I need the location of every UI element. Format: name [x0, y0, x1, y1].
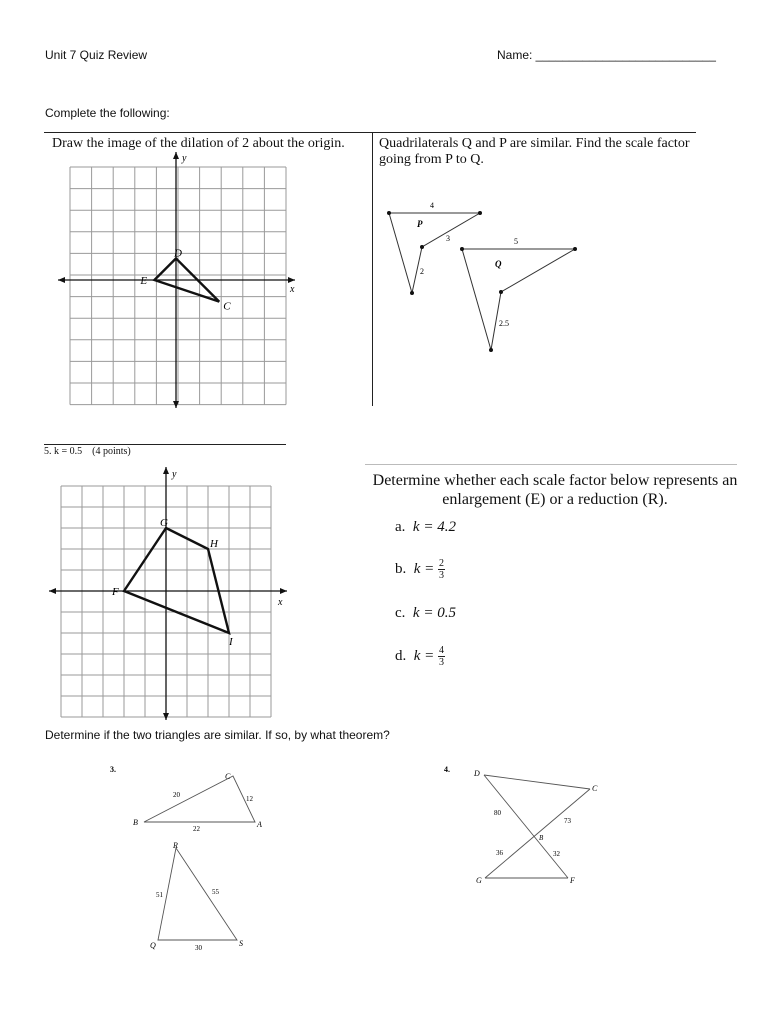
vertex-c: C: [592, 784, 598, 793]
side-ca: 12: [246, 795, 253, 803]
side-qs: 30: [195, 944, 202, 952]
p-diag-side: 3: [446, 234, 450, 243]
side-rs: 55: [212, 888, 219, 896]
problem5-rule: [44, 444, 286, 445]
side-rq: 51: [156, 891, 163, 899]
name-field[interactable]: Name: ___________________________: [497, 48, 716, 62]
scale-item-expr: k = 4.2: [412, 519, 456, 535]
problem5-k: 5. k = 0.5: [44, 446, 83, 457]
point-label-g: G: [160, 517, 168, 529]
p-bottom-side: 2: [420, 267, 424, 276]
problem5-header: [44, 446, 131, 457]
scale-item-expr: k = 0.5: [412, 605, 456, 621]
side-bc: 73: [564, 817, 571, 825]
scale-panel-top-rule: [365, 464, 737, 465]
point-label-h: H: [210, 538, 218, 550]
scale-item-letter: b.: [395, 560, 407, 577]
scale-item-d: [395, 645, 445, 668]
vertex-f: F: [570, 876, 575, 885]
quad-prompt-line1: Quadrilaterals Q and P are similar. Find the scale factor: [379, 136, 690, 151]
scale-item-letter: c.: [395, 605, 406, 621]
quad-p: [389, 213, 480, 293]
segment-dc: [484, 775, 590, 789]
triangle-rqs: [158, 848, 237, 940]
side-db: 80: [494, 809, 501, 817]
vertex-d: D: [474, 769, 480, 778]
side-bf: 32: [553, 850, 560, 858]
y-axis-up-arrow: [163, 467, 169, 474]
dilation-prompt: Draw the image of the dilation of 2 about the origin.: [52, 136, 345, 151]
problem5-points: (4 points): [92, 446, 131, 457]
vertex-c: C: [225, 772, 231, 781]
vertex-s: S: [239, 939, 243, 948]
x-axis-right-arrow: [280, 588, 287, 594]
x-axis-left-arrow: [49, 588, 56, 594]
scale-item-expr: k =: [413, 560, 435, 577]
quad-prompt: [379, 136, 690, 168]
quad-q: [462, 249, 575, 350]
coordinate-grid-fghi: [44, 465, 294, 725]
dilation-grid: [50, 150, 300, 412]
quad-prompt-line2: going from P to Q.: [379, 152, 484, 167]
instructions-similar: Determine if the two triangles are similar. If so, by what theorem?: [45, 728, 390, 742]
q-bottom-side: 2.5: [499, 319, 509, 328]
triangle-bca: [144, 776, 255, 822]
vertex-g: G: [476, 876, 482, 885]
point-label-d: D: [174, 247, 182, 260]
scale-item-expr: k =: [413, 647, 435, 664]
quadrilaterals-figure: [380, 195, 590, 365]
side-gb: 36: [496, 849, 503, 857]
scale-factor-title-line1: Determine whether each scale factor below represents an: [372, 472, 738, 489]
y-axis-label: y: [182, 153, 187, 164]
scale-factor-title: [370, 471, 740, 509]
point-label-i: I: [229, 636, 233, 648]
vertex-q: Q: [150, 941, 156, 950]
side-ba: 22: [193, 825, 200, 833]
table-divider: [372, 132, 373, 406]
vertex-a: A: [257, 820, 262, 829]
segment-cg: [485, 789, 590, 878]
point-label-c: C: [223, 300, 231, 313]
x-axis-label: x: [278, 597, 283, 608]
y-axis-label: y: [172, 469, 177, 480]
y-axis-up-arrow: [173, 152, 179, 159]
point-label-f: F: [112, 586, 119, 598]
instructions-complete: Complete the following:: [45, 106, 170, 120]
scale-item-b: [395, 558, 445, 581]
vertex-b: B: [133, 818, 138, 827]
scale-item-c: [395, 605, 456, 622]
problem4-number: 4.: [444, 765, 450, 774]
p-top-side: 4: [430, 201, 434, 210]
document-title: Unit 7 Quiz Review: [45, 48, 148, 62]
scale-item-a: [395, 519, 456, 536]
scale-factor-title-line2: enlargement (E) or a reduction (R).: [442, 491, 668, 508]
point-label-e: E: [140, 275, 148, 287]
scale-item-letter: a.: [395, 519, 406, 535]
q-label: Q: [495, 259, 502, 269]
fraction-two-thirds: $\frac{2}{3}$: [439, 558, 445, 581]
q-top-side: 5: [514, 237, 518, 246]
x-axis-left-arrow: [58, 277, 65, 283]
problem3-number: 3.: [110, 765, 116, 774]
problem4-figure: [430, 760, 630, 890]
fraction-four-thirds: $\frac{4}{3}$: [439, 645, 445, 668]
x-axis-right-arrow: [288, 277, 295, 283]
x-axis-label: x: [290, 284, 295, 295]
segment-df: [484, 775, 568, 878]
problem3-figure: [100, 760, 280, 960]
vertex-r: R: [173, 841, 178, 850]
side-bc: 20: [173, 791, 180, 799]
p-label: P: [417, 219, 423, 229]
vertex-b: B: [539, 834, 544, 842]
scale-item-letter: d.: [395, 647, 407, 664]
table-top-rule: [44, 132, 696, 133]
